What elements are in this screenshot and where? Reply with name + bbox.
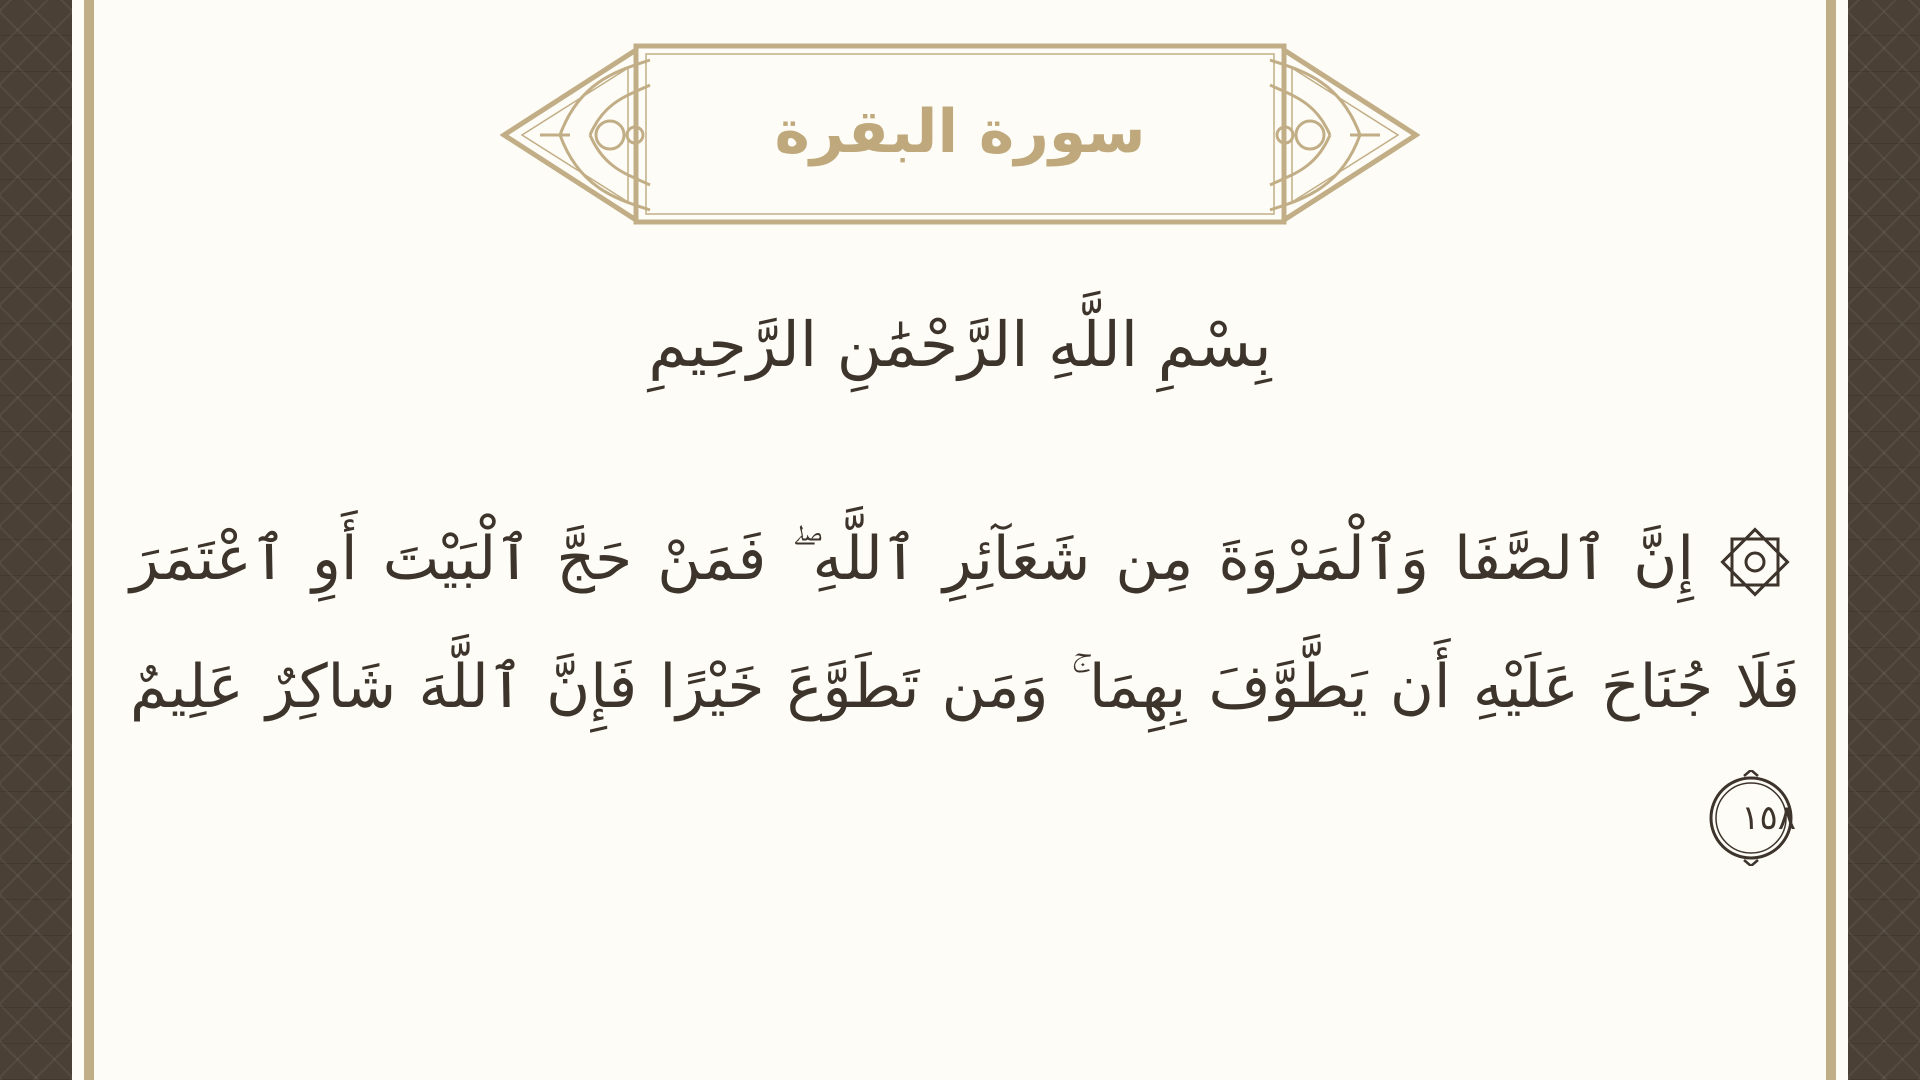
ayah-text-block xyxy=(130,495,1800,879)
ayah-number: ١٥٨ xyxy=(1741,798,1796,839)
left-frame-line xyxy=(84,0,94,1080)
right-frame-line xyxy=(1826,0,1836,1080)
rub-el-hizb-icon xyxy=(1710,517,1800,607)
basmala-text: بِسْمِ اللَّهِ الرَّحْمَٰنِ الرَّحِيمِ xyxy=(648,308,1272,381)
surah-title-cartouche xyxy=(500,40,1420,230)
ayah-end-ornament-icon xyxy=(1706,770,1796,866)
surah-title: سورة البقرة xyxy=(774,97,1146,167)
right-ornamental-border xyxy=(1848,0,1920,1080)
left-ornamental-border xyxy=(0,0,72,1080)
ayah-text: إِنَّ ٱلصَّفَا وَٱلْمَرْوَةَ مِن شَعَآئِرِ ٱللَّهِ ۖ فَمَنْ حَجَّ ٱلْبَيْتَ أَوِ ٱعْتَمَرَ فَلَا جُنَاحَ عَلَيْهِ أَن يَطَّوَّفَ بِهِمَا ۚ وَمَن تَطَوَّعَ خَيْرًا فَإِنَّ ٱللَّهَ شَاكِرٌ عَلِيمٌ xyxy=(130,524,1800,722)
